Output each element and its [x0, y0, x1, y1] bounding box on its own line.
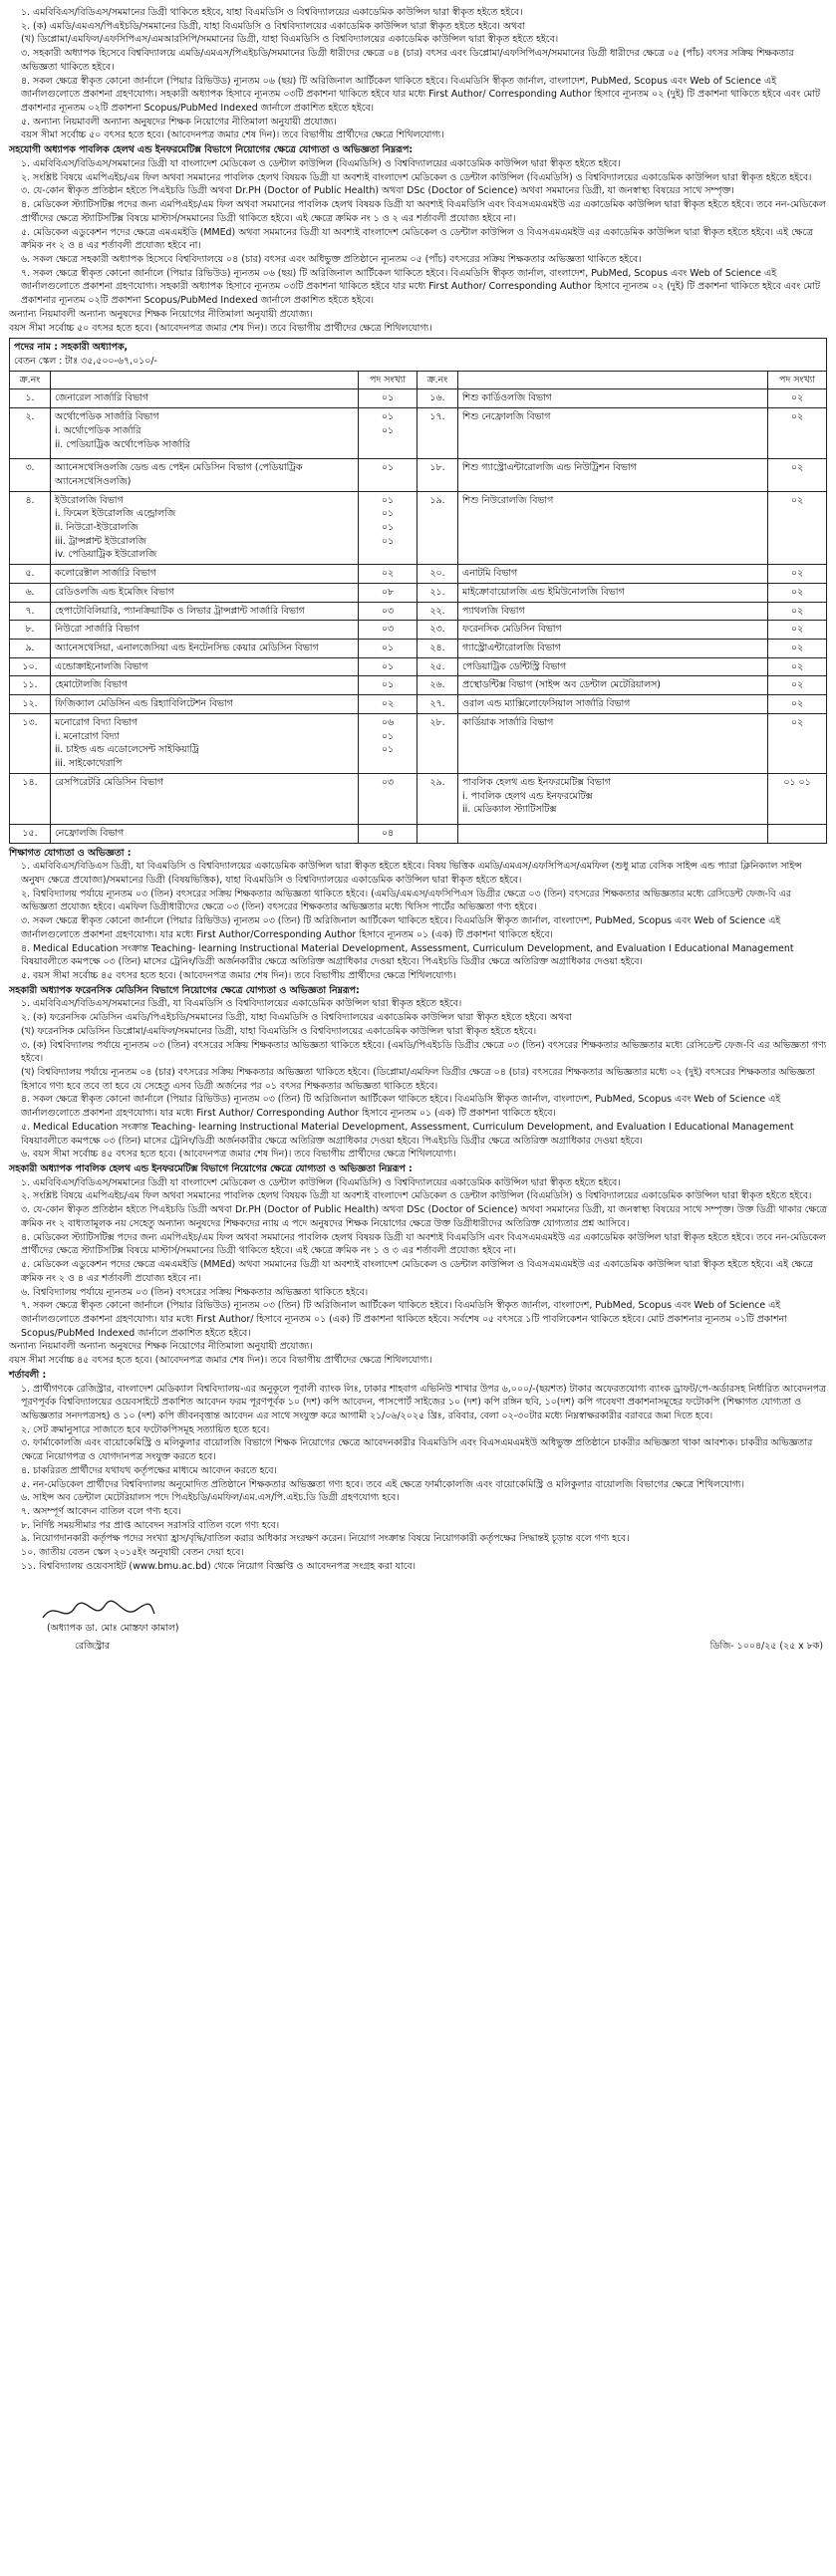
department-name: মনোরোগ বিদ্যা বিভাগ — [55, 716, 139, 728]
post-table-wrapper — [9, 338, 827, 843]
department-name: এন্ডোক্রাইনোলজি বিভাগ — [55, 660, 148, 672]
table-row — [10, 713, 827, 773]
serial-cell: ২৪. — [418, 640, 458, 658]
requirement-item: ৫. অন্যান্য নিয়মাবলী অন্যান্য অনুষদের শিক্ষক নিয়োগের নীতিমালা অনুযায়ী প্রযোজ্য। — [21, 116, 337, 128]
serial-cell: ৮. — [10, 621, 51, 640]
department-name: অ্যানেসথেসিয়া, এনালজেসিয়া এন্ড ইনটেনসিভ কেয়ার মেডিসিন বিভাগ — [55, 643, 319, 654]
department-cell — [51, 657, 359, 676]
eligibility-block-assistant-professor — [9, 847, 827, 983]
serial-cell: ৪. — [10, 491, 51, 565]
serial-cell: ১৭. — [418, 408, 458, 459]
department-name: শিশু গ্যাস্ট্রোএন্টারোলজি এন্ড নিউট্রিশন বিভাগ — [462, 462, 637, 474]
department-cell — [51, 565, 359, 584]
department-name: কলোরেক্টাল সার্জারি বিভাগ — [55, 568, 156, 580]
post-count-cell — [359, 695, 418, 714]
post-count: ০১ — [381, 462, 395, 474]
table-row — [10, 565, 827, 584]
post-count-cell: ০২ — [768, 602, 827, 621]
serial-cell: ২৯. — [418, 773, 458, 824]
requirement-list — [9, 860, 827, 982]
serial-cell: ১. — [10, 389, 51, 408]
department-cell — [458, 389, 768, 408]
post-count: ০১ — [381, 494, 395, 506]
department-name: ইউরোলজি বিভাগ — [55, 494, 124, 506]
department-cell — [458, 676, 768, 695]
sub-department: i. পাবলিক হেলথ এন্ড ইনফরমেটিক্স — [462, 790, 593, 802]
post-table — [9, 338, 827, 843]
section-heading: শিক্ষাগত যোগ্যতা ও অভিজ্ঞতা : — [9, 847, 132, 859]
requirement-item: ১. প্রার্থীগণকে রেজিস্ট্রার, বাংলাদেশ মেডিক্যাল বিশ্ববিদ্যালয়-এর অনুকূলে পূবালী ব্যাংক লিঃ, ঢাকার শাহবাগ এভিনিউ শাখার উপর ৬,০০০/-(ছয়শত) টাকার অফেরতযোগ্য ব্যাংক ড্রাফট/পে-অর্ডারসহ নির্ধারিত আবেদনপত্র পূরণপূর্বক বিশ্ববিদ্যালয়ের ওয়েবসাইটে প্রকাশিত আবেদন ফরম পূরণপূর্বক ১০ (দশ) কপি আবেদন, পাসপোর্ট সাইজের ১০ (দশ) কপি রঙ্গিন ছবি, ১০(দশ) কপি গবেষণা প্রকাশনাসমূহের ফটোকপি (শিক্ষাগত যোগ্যতা ও অভিজ্ঞতার সনদপত্রসহ) ও ১০ (দশ) কপি জীবনবৃত্তান্ত আবেদন এর সাথে সংযুক্ত করে আগামী ২১/০৬/২০২৫ খ্রিঃ, রবিবার, বেলা ০২-৩০টার মধ্যে নিম্নস্বাক্ষরকারীর বরাবরে জমা দিতে হবে। — [21, 1383, 826, 1421]
header-cell: পদ সংখ্যা — [359, 371, 418, 389]
department-name: অর্থোপেডিক সার্জারি বিভাগ — [55, 411, 159, 423]
department-cell — [458, 583, 768, 602]
department-cell — [51, 389, 359, 408]
header-cell: পদ সংখ্যা — [768, 371, 827, 389]
post-count: ০৩ — [381, 776, 395, 788]
department-cell — [51, 713, 359, 773]
post-count-cell: ০২ — [768, 583, 827, 602]
department-name: জেনারেল সার্জারি বিভাগ — [55, 392, 148, 404]
requirement-item: ৫. নন-মেডিকেল প্রার্থীদের বিশ্ববিদ্যালয় অনুমোদিত প্রতিষ্ঠানে শিক্ষকতার অভিজ্ঞতা গণ্য হবে। তবে এই ক্ষেত্রে ফার্মাকোলজি এবং বায়োকেমিস্ট্রি ও মলিকুলার বায়োলজি বিভাগের ক্ষেত্রে শিথিলযোগ্য। — [21, 1478, 745, 1490]
requirement-list — [9, 1383, 827, 1574]
requirement-item: ৩. ফার্মাকোলজি এবং বায়োকেমিস্ট্রি ও মলিকুলার বায়োলজি বিভাগে শিক্ষক নিয়োগের ক্ষেত্রে আবেদনকারীর বিএমডিসি এবং বিএসএমএমইউ অধিভুক্ত প্রতিষ্ঠানে চাকরীর অভিজ্ঞতা থাকা আবশ্যক। চাকরীর অভিজ্ঞতার ক্ষেত্রে নিয়োগপত্র ও যোগদানপত্র সংযুক্ত করতে হবে। — [21, 1437, 813, 1463]
sub-department: i. ফিমেল ইউরোলজি এন্ড্রোলজি — [55, 508, 176, 520]
post-count-cell: ০২ — [768, 657, 827, 676]
post-count-cell — [359, 389, 418, 408]
department-cell — [458, 640, 768, 658]
post-count: ০১ — [381, 392, 395, 404]
serial-cell: ২. — [10, 408, 51, 459]
table-row — [10, 389, 827, 408]
signatory-name: (অধ্যাপক ডা. মোঃ মোস্তফা কামাল) — [47, 1622, 179, 1634]
department-cell — [51, 773, 359, 824]
department-cell — [458, 824, 768, 843]
sub-department: i. মনোরোগ বিদ্যা — [55, 730, 120, 742]
table-row — [10, 657, 827, 676]
requirement-item: ৩. সকল ক্ষেত্রে স্বীকৃত কোনো জার্নালে (পিয়ার রিভিউড) ন্যূনতম ০৩ (তিন) টি অরিজিনাল আর্টিকেল থাকিতে হইবে। বিএমডিসি স্বীকৃত জার্নাল, বাংলাদেশ, PubMed, Scopus এবং Web of Science এই জার্নালগুলোতে প্রকাশনা গ্রহণযোগ্য। যার মধ্যে First Author/Corresponding Author হিসাবে ন্যূনতম ০১ (এক) টি প্রকাশনা থাকিতে হইবে। — [21, 915, 781, 940]
serial-cell: ১৯. — [418, 491, 458, 565]
department-name: হেপাটোবিলিয়ারি, প্যানক্রিয়াটিক ও লিভার ট্রান্সপ্লান্ট সার্জারি বিভাগ — [55, 605, 305, 617]
requirement-list — [9, 157, 827, 308]
serial-cell: ৭. — [10, 602, 51, 621]
department-cell — [458, 408, 768, 459]
post-count-cell — [359, 491, 418, 565]
department-cell — [51, 640, 359, 658]
sub-department: ii. পেডিয়াট্রিক অর্থোপেডিক সার্জারি — [55, 438, 190, 450]
signature-area — [9, 1588, 827, 1668]
requirement-list — [9, 6, 827, 142]
post-count-cell: ০২ — [768, 713, 827, 773]
sub-department: ii. চাইল্ড এন্ড এডোলেসেন্ট সাইকিয়াট্রি — [55, 744, 199, 756]
department-name: রেডিওলজি এন্ড ইমেজিং বিভাগ — [55, 586, 174, 598]
post-count: ০১ — [381, 643, 395, 654]
header-cell — [51, 371, 359, 389]
requirement-item: (খ) বিশ্ববিদ্যালয় পর্যায়ে ন্যূনতম ০৪ (চার) বৎসরের সক্রিয় শিক্ষকতার অভিজ্ঞতা থাকিতে হইবে। (ডিপ্লোমা/এমফিল ডিগ্রীর ক্ষেত্রে ০৪ (চার) বৎসরের শিক্ষকতার অভিজ্ঞতার মধ্যে ০২ (দুই) বৎসরের শিক্ষকতার অভিজ্ঞতা হিসাবে গণ্য হবে তবে তা হবে যে সেহেতু এসব ডিগ্রী অর্জনের পর ০১ বৎসর শিক্ষকতার অভিজ্ঞতা থাকিতে হইবে। — [21, 1067, 815, 1092]
requirement-item: ৪. মেডিকেল স্ট্যাটিসটিক্স পদের জন্য এমপিএইচ/এম ফিল অথবা সমমানের পাবলিক হেলথ বিষয়ক ডিগ্রী যা অবশ্যই বিএমডিসি এবং বিএসএমএমইউ এর একাডেমিক কাউন্সিল দ্বারা স্বীকৃত হইতে হইবে। তবে নন-মেডিকেল প্রার্থীদের ক্ষেত্রে স্ট্যাটিসটিক্স বিষয়ে মাস্টার্স/সমমানের ডিগ্রী থাকিতে হইবে। এই ক্ষেত্রে ক্রমিক নং ১ ও ২ এর শর্তাবলী প্রযোজ্য হইবে না। — [21, 199, 826, 224]
requirement-item: ৬. সকল ক্ষেত্রে সহকারী অধ্যাপক হিসেবে বিশ্ববিদ্যালয়ে ০৪ (চার) বৎসর এবং অধিভুক্ত প্রতিষ্ঠানে ন্যূনতম ০৫ (পাঁচ) বৎসরের সক্রিয় শিক্ষকতার অভিজ্ঞতা থাকিতে হইবে। — [21, 253, 642, 265]
table-row — [10, 824, 827, 843]
department-cell — [458, 459, 768, 491]
department-name: ওরাল এন্ড ম্যাক্সিলোফেসিয়াল সার্জারি বিভাগ — [462, 698, 631, 710]
post-count: ০১ — [381, 679, 395, 691]
requirement-item: ৫. মেডিকেল এডুকেশন পদের ক্ষেত্রে এমএমইডি (MMEd) অথবা সমমানের ডিগ্রী যা অবশ্যই বাংলাদেশ মেডিকেল ও ডেন্টাল কাউন্সিল ও বিএসএমএমইউ এর একাডেমিক কাউন্সিল দ্বারা স্বীকৃত হইতে হইবে। এই ক্ষেত্রে ক্রমিক নং ২ ও ৪ এর শর্তাবলী প্রযোজ্য হইবে না। — [21, 226, 814, 252]
department-cell — [51, 824, 359, 843]
department-cell — [458, 602, 768, 621]
post-count: ০১ — [381, 744, 395, 756]
department-cell — [51, 695, 359, 714]
requirement-list — [9, 1176, 827, 1341]
department-name: নেফ্রোলজি বিভাগ — [55, 827, 125, 839]
post-count: ০৪ — [381, 827, 395, 839]
post-count: ০১ — [381, 508, 395, 520]
department-name: কার্ডিয়াক সার্জারি বিভাগ — [462, 716, 554, 728]
serial-cell — [418, 824, 458, 843]
department-cell — [458, 713, 768, 773]
requirement-item: বয়স সীমা সর্বোচ্চ ৫০ বৎসর হতে হবে। (আবেদনপত্র জমার শেষ দিন)। তবে বিভাগীয় প্রার্থীদের ক্ষেত্রে শিথিলযোগ্য। — [21, 129, 444, 141]
signatory-role: রেজিস্ট্রার — [75, 1640, 111, 1652]
department-cell — [458, 565, 768, 584]
serial-cell: ৩. — [10, 459, 51, 491]
department-cell — [458, 695, 768, 714]
post-title: পদের নাম : সহকারী অধ্যাপক, — [14, 342, 129, 354]
section-heading: সহকারী অধ্যাপক ফরেনসিক মেডিসিন বিভাগে নিয়োগের ক্ষেত্রে যোগ্যতা ও অভিজ্ঞতা নিম্নরূপ: — [9, 984, 360, 996]
eligibility-block-forensic-medicine — [9, 984, 827, 1161]
requirement-item: ৫. মেডিকেল এডুকেশন পদের ক্ষেত্রে এমএমইডি (MMEd) অথবা সমমানের ডিগ্রী যা অবশ্যই বাংলাদেশ মেডিকেল ও ডেন্টাল কাউন্সিল ও বিএসএমএমইউ এর একাডেমিক কাউন্সিল দ্বারা স্বীকৃত হইতে হইবে। এই ক্ষেত্রে ক্রমিক নং ২ ও ৪ এর শর্তাবলী প্রযোজ্য হইবে না। — [21, 1259, 814, 1284]
requirement-item: ১০. জাতীয় বেতন স্কেল ২০১৫ইং অনুযায়ী বেতন দেয়া হবে। — [21, 1547, 244, 1559]
requirement-item: ২. সেট ক্রমানুসারে সাজাতে হবে ফটোকপিসমূহ সত্যায়িত হতে হবে। — [21, 1423, 270, 1435]
post-count-cell: ০২ — [768, 491, 827, 565]
requirement-item: ১. এমবিবিএস/বিডিএস/সমমানের ডিগ্রী, যা বিএমডিসি ও বিশ্ববিদ্যালয়ের একাডেমিক কাউন্সিল দ্বারা স্বীকৃত হইতে হইবে। — [21, 998, 462, 1010]
department-name: পাবলিক হেলথ এন্ড ইনফরমেটিক্স বিভাগ — [462, 776, 611, 788]
department-cell — [51, 676, 359, 695]
conditions-block — [9, 1369, 827, 1574]
post-count-cell — [359, 583, 418, 602]
post-count-cell — [359, 602, 418, 621]
post-count-cell: ০২ — [768, 676, 827, 695]
serial-cell: ১০. — [10, 657, 51, 676]
post-count: ০৮ — [381, 586, 395, 598]
post-count: ০১ — [381, 522, 395, 533]
requirement-item: (খ) ডিপ্লোমা/এমফিল/এফসিপিএস/এমআরসিপি/সমমানের ডিগ্রী, যাহা বিএমডিসি ও বিশ্ববিদ্যালয়ের একাডেমিক কাউন্সিল দ্বারা স্বীকৃত হইতে হইবে। — [21, 34, 559, 46]
serial-cell: ২১. — [418, 583, 458, 602]
requirement-item: ৪. চাকরিরত প্রার্থীদের যথাযথ কর্তৃপক্ষের মাধ্যমে আবেদন করতে হবে। — [21, 1464, 277, 1476]
department-name: শিশু নিউরোলজি বিভাগ — [462, 494, 554, 506]
requirement-item: ৪. সকল ক্ষেত্রে স্বীকৃত কোনো জার্নালে (পিয়ার রিভিউড) ন্যূনতম ০৬ (ছয়) টি অরিজিনাল আর্টিকেল থাকিতে হইবে। বিএমডিসি স্বীকৃত জার্নাল, বাংলাদেশ, PubMed, Scopus এবং Web of Science এই জার্নালগুলোতে প্রকাশনা গ্রহণযোগ্য। সহকারী অধ্যাপক হিসাবে ন্যূনতম ০৩টি প্রকাশনা থাকিতে হইবে যার মধ্যে First Author/ Corresponding Author হিসাবে ন্যূনতম ০২ (দুই) টি প্রকাশনা থাকিতে হইবে এবং মোট প্রকাশনার ন্যূনতম ০২টি প্রকাশনা Scopus/PubMed Indexed জার্নালে প্রকাশিত হইতে হইবে। — [21, 75, 820, 115]
requirement-item: ২. সংশ্লিষ্ট বিষয়ে এমপিএইচ/এম ফিল অথবা সমমানের পাবলিক হেলথ বিষয়ক ডিগ্রী যা অবশ্যই বাংলাদেশ মেডিকেল ও ডেন্টাল কাউন্সিল (বিএমডিসি) ও বিশ্ববিদ্যালয়ের একাডেমিক কাউন্সিল দ্বারা স্বীকৃত হইতে হইবে। — [21, 171, 812, 183]
post-count: ০১ — [381, 424, 395, 436]
post-count-cell: ০২ — [768, 640, 827, 658]
requirement-item: ৮. নির্দিষ্ট সময়সীমার পর প্রাপ্ত আবেদন সরাসরি বাতিল বলে গণ্য হবে। — [21, 1519, 280, 1531]
post-count-cell — [359, 773, 418, 824]
department-name: পেডিয়াট্রিক ডেন্টিস্ট্রি বিভাগ — [462, 660, 567, 672]
serial-cell: ২৭. — [418, 695, 458, 714]
requirement-item: (খ) ফরেনসিক মেডিসিন ডিপ্লোমা/এমফিল/সমমানের ডিগ্রী, যাহা বিএমডিসি ও বিশ্ববিদ্যালয়ের একাডেমিক কাউন্সিল দ্বারা স্বীকৃত হইতে হইবে। — [21, 1025, 537, 1037]
table-row — [10, 773, 827, 824]
table-row — [10, 459, 827, 491]
note-line: অন্যান্য নিয়মাবলী অন্যান্য অনুষদের শিক্ষক নিয়োগের নীতিমালা অনুযায়ী প্রযোজ্য। — [9, 1341, 313, 1353]
post-title-cell — [10, 339, 827, 371]
pay-scale: বেতন স্কেল : টাঃ ৩৫,৫০০-৬৭,০১০/- — [14, 355, 157, 367]
serial-cell: ২৩. — [418, 621, 458, 640]
serial-cell: ২৬. — [418, 676, 458, 695]
requirement-item: ৭. সকল ক্ষেত্রে স্বীকৃত কোনো জার্নালে (পিয়ার রিভিউড) ন্যূনতম ০৩ (তিন) টি অরিজিনাল আর্টিকেল থাকিতে হইবে। বিএমডিসি স্বীকৃত জার্নাল, বাংলাদেশ, PubMed, Scopus এবং Web of Science এই জার্নালগুলোতে প্রকাশনা গ্রহণযোগ্য। যার মধ্যে First Author/ হিসাবে ন্যূনতম ০১ (এক) টি প্রকাশনা থাকিতে হইবে। সর্বশেষ ০৫ বৎসরে ১টি পাবলিকেশন থাকিতে হইবে। মোট প্রকাশনার ন্যূনতম ০১টি প্রকাশনা Scopus/PubMed Indexed জার্নালে প্রকাশিত হইতে হইবে। — [21, 1300, 787, 1339]
department-name: ফিজিক্যাল মেডিসিন এন্ড রিহ্যাবিলিটেশন বিভাগ — [55, 698, 233, 710]
post-count-cell: ০২ — [768, 389, 827, 408]
requirement-item: ১. এমবিবিএস/বিডিএস/সমমানের ডিগ্রী যা বাংলাদেশ মেডিকেল ও ডেন্টাল কাউন্সিল (বিএমডিসি) ও বিশ্ববিদ্যালয়ের একাডেমিক কাউন্সিল দ্বারা স্বীকৃত হইতে হইবে। — [21, 157, 621, 169]
sub-department: ii. মেডিক্যাল স্ট্যাটিসটিক্স — [462, 804, 557, 816]
table-row — [10, 583, 827, 602]
requirement-item: ৭. অসম্পূর্ণ আবেদন বাতিল বলে গণ্য হবে। — [21, 1506, 181, 1517]
post-count: ০১ — [381, 411, 395, 423]
requirement-item: ৬. সাইন্স অব ডেন্টাল মেটেরিয়ালস পদে পিএইচডি/এমফিল/এম.এস/পি.এইচ.ডি ডিগ্রী গ্রহণযোগ্য হবে। — [21, 1492, 400, 1504]
header-cell — [458, 371, 768, 389]
post-count-cell — [359, 713, 418, 773]
post-count-cell: ০১ ০১ — [768, 773, 827, 824]
serial-cell: ১১. — [10, 676, 51, 695]
post-count: ০২ — [381, 698, 395, 710]
post-count-cell — [359, 621, 418, 640]
department-name: মাইক্রোবায়োলজি এন্ড ইমিউনোলজি বিভাগ — [462, 586, 625, 598]
post-count-cell: ০২ — [768, 459, 827, 491]
serial-cell: ৫. — [10, 565, 51, 584]
department-name: প্রস্থোডন্টিক্স বিভাগ (সাইন্স অব ডেন্টাল মেটেরিয়ালস) — [462, 679, 661, 691]
sub-department: iv. পেডিয়াট্রিক ইউরোলজি — [55, 549, 157, 561]
requirement-item: ২. (ক) ফরেনসিক মেডিসিন এমডি/পিএইচডি/সমমানের ডিগ্রী, যাহা বিএমডিসি ও বিশ্ববিদ্যালয়ের একাডেমিক কাউন্সিল দ্বারা স্বীকৃত হইতে হইবে। অথবা — [21, 1012, 573, 1024]
requirement-item: ৩. সহকারী অধ্যাপক হিসেবে বিশ্ববিদ্যালয়ে এমডি/এমএস/পিএইচডি/সমমানের ডিগ্রী ধারীদের ক্ষেত্রে ০৪ (চার) বৎসর এবং ডিপ্লোমা/এফসিপিএস/সমমানের ডিগ্রী ধারীদের ক্ষেত্রে ০৫ (পাঁচ) বৎসর সক্রিয় শিক্ষকতার অভিজ্ঞতা থাকিতে হইবে। — [21, 48, 794, 73]
serial-cell: ২২. — [418, 602, 458, 621]
requirement-item: ১. এমবিবিএস/বিডিএস ডিগ্রী, যা বিএমডিসি ও বিশ্ববিদ্যালয়ের একাডেমিক কাউন্সিল দ্বারা স্বীকৃত হইতে হইবে। বিষয় ভিত্তিক এমডি/এমএস/এফসিপিএস/এমফিল (শুধু মাত্র বেসিক সাইন্স এন্ড প্যারা ক্লিনিক্যাল সাইন্স অনুষদ ক্ষেত্রে প্রযোজ্য)/সমমানের ডিগ্রী (বিষয়ভিত্তিক), যাহা বিএমডিসি ও বিশ্ববিদ্যালয়ের একাডেমিক কাউন্সিল দ্বারা স্বীকৃত হইতে হইবে। — [21, 861, 802, 886]
department-cell — [51, 621, 359, 640]
department-name: এনাটমি বিভাগ — [462, 568, 518, 580]
serial-cell: ২৫. — [418, 657, 458, 676]
post-count-cell: ০২ — [768, 408, 827, 459]
requirement-list — [9, 997, 827, 1161]
section-heading: শর্তাবলী : — [9, 1369, 47, 1381]
department-cell — [458, 657, 768, 676]
note-line: বয়স সীমা সর্বোচ্চ ৪৫ বৎসর হতে হবে। (আবেদনপত্র জমার শেষ দিন)। তবে বিভাগীয় প্রার্থীদের ক্ষেত্রে শিথিলযোগ্য। — [9, 1355, 432, 1367]
sub-department: ii. নিউরো-ইউরোলজি — [55, 522, 139, 533]
post-count: ০৩ — [381, 605, 395, 617]
post-count-cell — [359, 459, 418, 491]
requirement-item: ৭. সকল ক্ষেত্রে স্বীকৃত কোনো জার্নালে (পিয়ার রিভিউড) ন্যূনতম ০৬ (ছয়) টি অরিজিনাল আর্টিকেল থাকিতে হইবে। বিএমডিসি স্বীকৃত জার্নাল, বাংলাদেশ, PubMed, Scopus এবং Web of Science এই জার্নালগুলোতে প্রকাশনা গ্রহণযোগ্য। সহকারী অধ্যাপক হিসাবে ন্যূনতম ০৩টি প্রকাশনা থাকিতে হইবে যার মধ্যে First Author/ Corresponding Author হিসাবে ন্যূনতম ০২ (দুই) টি প্রকাশনা থাকিতে হইবে এবং মোট প্রকাশনার ন্যূনতম ০২টি প্রকাশনা Scopus/PubMed Indexed জার্নালে প্রকাশিত হইতে হইবে। — [21, 267, 820, 307]
requirement-item: ৩. যে-কোন স্বীকৃত প্রতিষ্ঠান হইতে পিএইচডি ডিগ্রী অথবা Dr.PH (Doctor of Public Health) অথবা DSc (Doctor of Science) অথবা সমমানের ডিগ্রী, যা জনস্বাস্থ্য বিষয়ের সাথে সম্পৃক্ত। — [21, 185, 734, 197]
requirement-item: ২. বিশ্ববিদ্যালয় পর্যায়ে ন্যূনতম ০৩ (তিন) বৎসরের সক্রিয় শিক্ষকতার অভিজ্ঞতা থাকিতে হইবে। (এমডি/এমএস/এফসিপিএস ডিগ্রীর ক্ষেত্রে ০৩ (তিন) বৎসরের শিক্ষকতার অভিজ্ঞতার মধ্যে রেসিডেন্ট ফেজ-বি এর অভিজ্ঞতা প্রযোজ্য হইবে। এমফিল ডিগ্রীধারীদের ক্ষেত্রে ০৩ (তিন) বৎসরের শিক্ষকতার অভিজ্ঞতার মধ্যে থিসিস পার্টের অভিজ্ঞতা গণ্য হইবে। — [21, 888, 791, 913]
header-cell: ক্র.নং — [10, 371, 51, 389]
post-count: ০১ — [381, 730, 395, 742]
serial-cell: ১৫. — [10, 824, 51, 843]
post-count: ০১ — [381, 535, 395, 547]
department-name: ফরেনসিক মেডিসিন বিভাগ — [462, 624, 562, 636]
department-name: শিশু কার্ডিওলজি বিভাগ — [462, 392, 552, 404]
post-count: ০১ — [381, 660, 395, 672]
table-row — [10, 621, 827, 640]
department-name: নিউরো সার্জারি বিভাগ — [55, 624, 139, 636]
section-heading: সহযোগী অধ্যাপক পাবলিক হেলথ এন্ড ইনফরমেটিক্স বিভাগে নিয়োগের ক্ষেত্রে যোগ্যতা ও অভিজ্ঞতা নিম্নরূপ: — [9, 144, 414, 156]
post-count-cell: ০২ — [768, 621, 827, 640]
post-count: ০৬ — [381, 716, 395, 728]
department-cell — [51, 602, 359, 621]
table-row — [10, 491, 827, 565]
header-cell: ক্র.নং — [418, 371, 458, 389]
requirement-item: ৬. বয়স সীমা সর্বোচ্চ ৪৫ বৎসর হতে হবে। (আবেদনপত্র জমার শেষ দিন)। তবে বিভাগীয় প্রার্থীদের ক্ষেত্রে শিথিলযোগ্য। — [21, 1149, 456, 1160]
department-name: শিশু নেফ্রোলজি বিভাগ — [462, 411, 551, 423]
serial-cell: ১৮. — [418, 459, 458, 491]
department-cell — [458, 773, 768, 824]
post-count-cell: ০২ — [768, 565, 827, 584]
advertisement-page — [9, 0, 827, 1668]
requirement-item: ৪. সকল ক্ষেত্রে স্বীকৃত কোনো জার্নালে (পিয়ার রিভিউড) ন্যূনতম ০৩ (তিন) টি অরিজিনাল আর্টিকেল থাকিতে হইবে। বিএমডিসি স্বীকৃত জার্নাল, বাংলাদেশ, PubMed, Scopus এবং Web of Science এই জার্নালগুলোতে প্রকাশনা গ্রহণযোগ্য। যার মধ্যে First Author/ Corresponding Author হিসাবে ন্যূনতম ০১ (এক) টি প্রকাশনা থাকিতে হইবে। — [21, 1094, 781, 1120]
department-name: রেসপিরেটরি মেডিসিন বিভাগ — [55, 776, 163, 788]
requirement-item: ৪. মেডিকেল স্ট্যাটিসটিক্স পদের জন্য এমপিএইচ/এম ফিল অথবা সমমানের পাবলিক হেলথ বিষয়ক ডিগ্রী যা অবশ্যই বিএমডিসি এবং বিএসএমএমইউ এর একাডেমিক কাউন্সিল দ্বারা স্বীকৃত হইতে হইবে। তবে নন-মেডিকেল প্রার্থীদের ক্ষেত্রে স্ট্যাটিসটিক্স বিষয়ে মাস্টার্স/সমমানের ডিগ্রী থাকিতে হইবে। এই ক্ষেত্রে ক্রমিক নং ১ ও ৩ এর শর্তাবলী প্রযোজ্য হইবে না। — [21, 1231, 826, 1257]
table-row — [10, 695, 827, 714]
requirement-item: ৩. যে-কোন স্বীকৃত প্রতিষ্ঠান হইতে পিএইচডি ডিগ্রী অথবা Dr.PH (Doctor of Public Health) অথবা DSc (Doctor of Science) অথবা সমমানের ডিগ্রী, যা জনস্বাস্থ্য বিষয়ের সাথে সম্পৃক্ত। উক্ত ডিগ্রী থাকার ক্ষেত্রে ক্রমিক নং ২ বাধ্যতামূলক নয় সেহেতু অন্যান্য অনুষদের শিক্ষকদের ন্যায় এ পদে অনুষদের শিক্ষক নিয়োগের ক্ষেত্রে উক্ত ডিগ্রীধারীদের অতিরিক্ত যোগ্যতার প্রশ্ন আসিবে। — [21, 1204, 827, 1229]
department-cell — [51, 408, 359, 459]
post-count-cell — [359, 565, 418, 584]
post-count-cell: ০২ — [768, 695, 827, 714]
requirement-item: ২. সংশ্লিষ্ট বিষয়ে এমপিএইচ/এম ফিল অথবা সমমানের পাবলিক হেলথ বিষয়ক ডিগ্রী যা অবশ্যই বাংলাদেশ মেডিকেল ও ডেন্টাল কাউন্সিল (বিএমডিসি) ও বিশ্ববিদ্যালয়ের একাডেমিক কাউন্সিল দ্বারা স্বীকৃত হইতে হইবে। — [21, 1190, 812, 1202]
department-cell — [51, 491, 359, 565]
department-name: হেমাটোলজি বিভাগ — [55, 679, 129, 691]
sub-department: iii. সাইকোথেরাপি — [55, 758, 123, 770]
post-count-cell — [359, 657, 418, 676]
table-row — [10, 676, 827, 695]
requirement-item: ৫. বয়স সীমা সর্বোচ্চ ৪৫ বৎসর হতে হবে। (আবেদনপত্র জমার শেষ দিন)। তবে বিভাগীয় প্রার্থীদের ক্ষেত্রে শিথিলযোগ্য। — [21, 969, 456, 981]
requirement-item: ৩. (ক) বিশ্ববিদ্যালয় পর্যায়ে ন্যূনতম ০৩ (তিন) বৎসরের সক্রিয় শিক্ষকতার অভিজ্ঞতা থাকিতে হইবে। (এমডি/পিএইচডি ডিগ্রীর ক্ষেত্রে ০৩ (তিন) বৎসরের শিক্ষকতার অভিজ্ঞতার মধ্যে রেসিডেন্ট ফেজ-বি এর অভিজ্ঞতা গণ্য হইবে। — [21, 1039, 827, 1065]
department-cell — [51, 583, 359, 602]
requirement-item: ৯. নিয়োগদানকারী কর্তৃপক্ষ পদের সংখ্যা হ্রাস/বৃদ্ধি/বাতিল করার অধিকার সংরক্ষণ করেন। নিয়োগ সংক্রান্ত বিষয়ে নিয়োগকারী কর্তৃপক্ষের সিদ্ধান্তই চূড়ান্ত বলে গণ্য হবে। — [21, 1533, 630, 1545]
requirement-item: ৪. Medical Education সংক্রান্ত Teaching- learning Instructional Material Development, Assessment, Curriculum Development, and Evaluation I Educational Management বিষয়াবলীতে কমপক্ষে ০৩ (তিন) মাসের ট্রেনিং/ডিগ্রী অর্জনকারীর ক্ষেত্রে অতিরিক্ত অগ্রাধিকার দেওয়া হইবে। পিএইচডি ডিগ্রীর ক্ষেত্রে অতিরিক্ত অগ্রাধিকার দেওয়া হইবে। — [21, 942, 794, 968]
serial-cell: ২০. — [418, 565, 458, 584]
sub-department: iii. ট্রান্সপ্লান্ট ইউরোলজি — [55, 535, 146, 547]
eligibility-block-associate-public-health — [9, 143, 827, 335]
post-count-cell — [359, 408, 418, 459]
dg-code: ডিজি- ১০০৪/২৫ (২৫ x ৮ক) — [709, 1640, 823, 1652]
post-count-cell — [768, 824, 827, 843]
requirement-item: ৬. বিশ্ববিদ্যালয় পর্যায়ে ন্যূনতম ০৩ (তিন) বৎসরের সক্রিয় শিক্ষকতার অভিজ্ঞতা থাকিতে হইবে। — [21, 1286, 369, 1298]
requirement-item: ৫. Medical Education সংক্রান্ত Teaching- learning Instructional Material Development, Assessment, Curriculum Development, and Evaluation I Educational Management বিষয়াবলীতে কমপক্ষে ০৩ (তিন) মাসের ট্রেনিং/ডিগ্রী অর্জনকারীর ক্ষেত্রে অতিরিক্ত অগ্রাধিকার দেওয়া হইবে। পিএইচডি ডিগ্রীর ক্ষেত্রে অতিরিক্ত অগ্রাধিকার দেওয়া হইবে। — [21, 1121, 794, 1147]
note-line: অন্যান্য নিয়মাবলী অন্যান্য অনুষদের শিক্ষক নিয়োগের নীতিমালা অনুযায়ী প্রযোজ্য। — [9, 308, 313, 320]
post-count-cell — [359, 676, 418, 695]
department-cell — [458, 491, 768, 565]
post-count-cell — [359, 824, 418, 843]
sub-department: i. অর্থোপেডিক সার্জারি — [55, 424, 141, 436]
serial-cell: ২৮. — [418, 713, 458, 773]
table-row — [10, 640, 827, 658]
serial-cell: ৯. — [10, 640, 51, 658]
requirement-item: ১. এমবিবিএস/বিডিএস/সমমানের ডিগ্রী যা বাংলাদেশ মেডিকেল ও ডেন্টাল কাউন্সিল (বিএমডিসি) ও বিশ্ববিদ্যালয়ের একাডেমিক কাউন্সিল দ্বারা স্বীকৃত হইতে হইবে। — [21, 1176, 621, 1188]
serial-cell: ১২. — [10, 695, 51, 714]
requirement-item: ২. (ক) এমডি/এমএস/পিএইচডি/সমমানের ডিগ্রী, যাহা বিএমডিসি ও বিশ্ববিদ্যালয়ের একাডেমিক কাউন্সিল দ্বারা স্বীকৃত হইতে হইবে। অথবা — [21, 20, 525, 32]
serial-cell: ১৩. — [10, 713, 51, 773]
post-count: ০২ — [381, 568, 395, 580]
department-name: গ্যাস্ট্রোএন্টারোলজি বিভাগ — [462, 643, 561, 654]
department-name: প্যাথলজি বিভাগ — [462, 605, 525, 617]
requirement-item: ১১. বিশ্ববিদ্যালয় ওয়েবসাইট (www.bmu.ac.bd) থেকে নিয়োগ বিজ্ঞপ্তি ও আবেদনপত্র সংগ্রহ করা যাবে। — [21, 1560, 417, 1572]
eligibility-block-1 — [9, 6, 827, 142]
serial-cell: ১৬. — [418, 389, 458, 408]
department-name: অ্যানেসথেসিওলজি ডেন্ড এন্ড পেইন মেডিসিন বিভাগ (পেডিয়াট্রিক অ্যানেসথেসিওলজি) — [55, 462, 303, 487]
department-cell — [458, 621, 768, 640]
section-heading: সহকারী অধ্যাপক পাবলিক হেলথ এন্ড ইনফরমেটিক্স বিভাগে নিয়োগের ক্ষেত্রে যোগ্যতা ও অভিজ্ঞতা নিম্নরূপ : — [9, 1163, 413, 1175]
serial-cell: ১৪. — [10, 773, 51, 824]
table-row — [10, 408, 827, 459]
table-row — [10, 602, 827, 621]
note-line: বয়স সীমা সর্বোচ্চ ৫০ বৎসর হতে হবে। (আবেদনপত্র জমার শেষ দিন)। তবে বিভাগীয় প্রার্থীদের ক্ষেত্রে শিথিলযোগ্য। — [9, 322, 432, 334]
requirement-item: ১. এমবিবিএস/বিডিএস/সমমানের ডিগ্রী থাকিতে হইবে, যাহা বিএমডিসি ও বিশ্ববিদ্যালয়ের একাডেমিক কাউন্সিল দ্বারা স্বীকৃত হইতে হইবে। — [21, 7, 523, 18]
eligibility-block-public-health — [9, 1162, 827, 1368]
department-cell — [51, 459, 359, 491]
post-count: ০৩ — [381, 624, 395, 636]
serial-cell: ৬. — [10, 583, 51, 602]
post-count-cell — [359, 640, 418, 658]
